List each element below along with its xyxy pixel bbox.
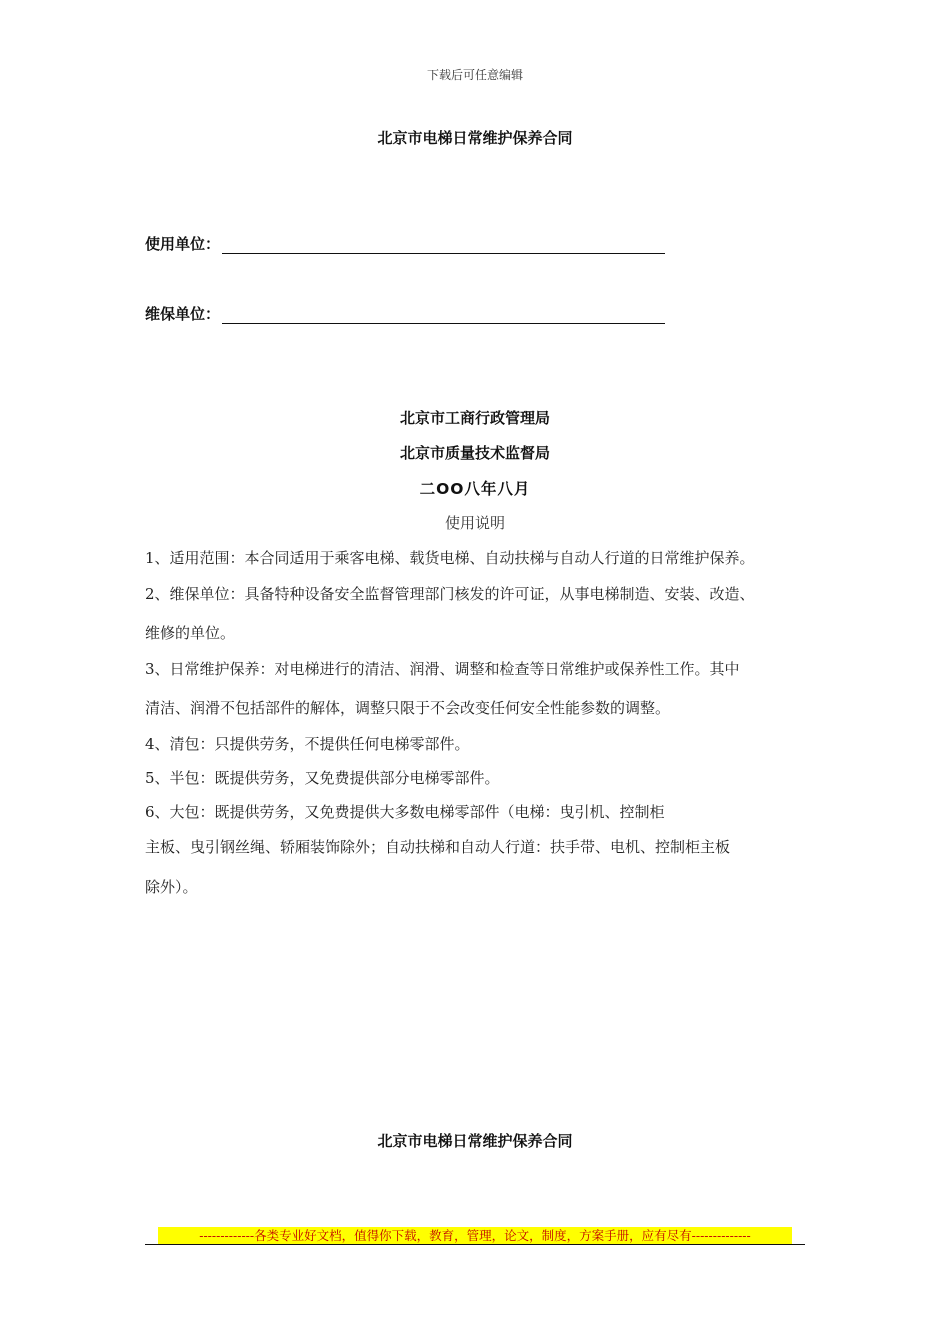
footer-banner: -------------各类专业好文档，值得你下载，教育，管理，论文，制度，方案手册，应有尽有--------------: [158, 1227, 792, 1244]
header-note: 下载后可任意编辑: [426, 68, 523, 82]
user-unit-blank-line: [222, 239, 665, 254]
instruction-line: 3、日常维护保养：对电梯进行的清洁、润滑、调整和检查等日常维护或保养性工作。其中: [145, 660, 740, 678]
user-unit-field: [145, 233, 665, 254]
instruction-line: 维修的单位。: [145, 624, 236, 642]
maintenance-unit-blank-line: [222, 309, 665, 324]
maintenance-unit-field: [145, 303, 665, 324]
user-unit-label: 使用单位：: [145, 235, 221, 253]
footer-rule: [145, 1244, 805, 1245]
issuer-industry-commerce: 北京市工商行政管理局: [399, 409, 550, 427]
maintenance-unit-label: 维保单位：: [145, 305, 221, 323]
instruction-line: 清洁、润滑不包括部件的解体，调整只限于不会改变任何安全性能参数的调整。: [145, 699, 671, 717]
issuer-quality-supervision: 北京市质量技术监督局: [399, 444, 550, 462]
issue-date: 二OO八年八月: [419, 480, 531, 498]
instruction-line: 2、维保单位：具备特种设备安全监督管理部门核发的许可证，从事电梯制造、安装、改造、: [145, 585, 755, 603]
document-title-repeat: 北京市电梯日常维护保养合同: [377, 1132, 573, 1150]
instruction-line: 主板、曳引钢丝绳、轿厢装饰除外；自动扶梯和自动人行道：扶手带、电机、控制柜主板: [145, 838, 731, 856]
instruction-line: 5、半包：既提供劳务，又免费提供部分电梯零部件。: [145, 769, 500, 787]
instruction-line: 除外）。: [145, 878, 198, 896]
instructions-heading: 使用说明: [444, 514, 505, 532]
instruction-line: 4、清包：只提供劳务，不提供任何电梯零部件。: [145, 735, 470, 753]
document-title: 北京市电梯日常维护保养合同: [377, 129, 573, 147]
instruction-line: 1、适用范围：本合同适用于乘客电梯、载货电梯、自动扶梯与自动人行道的日常维护保养。: [145, 549, 755, 567]
instruction-line: 6、大包：既提供劳务，又免费提供大多数电梯零部件（电梯：曳引机、控制柜: [145, 803, 665, 821]
